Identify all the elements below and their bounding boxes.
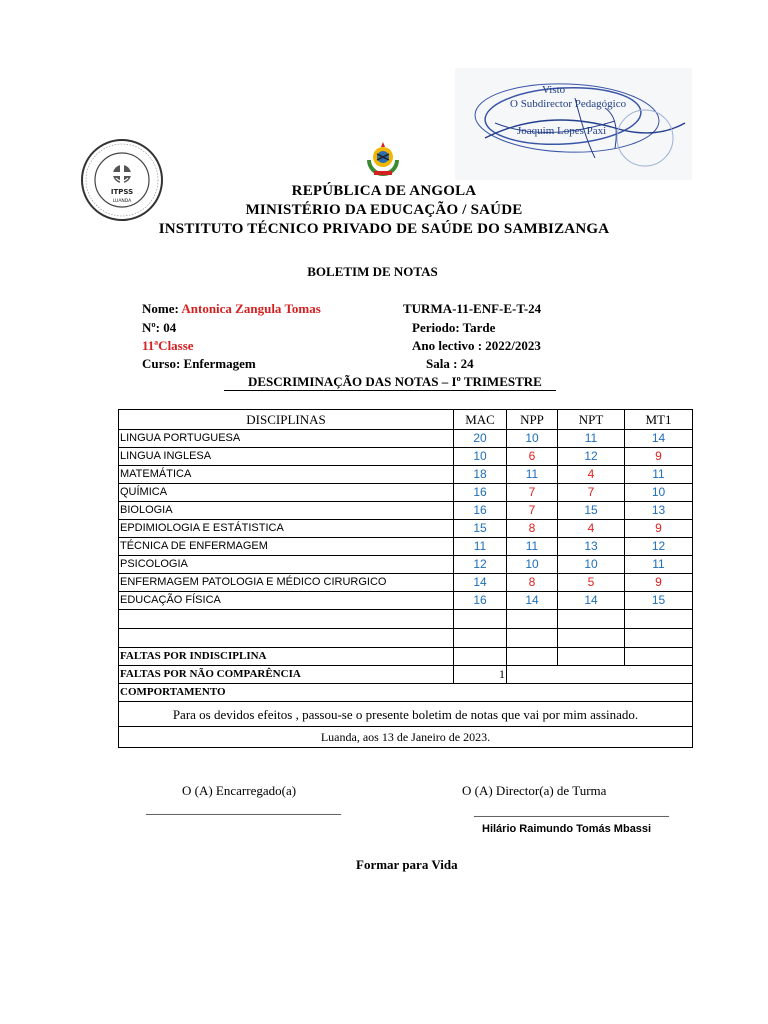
empty-cell — [507, 648, 558, 666]
subject-cell: EPDIMIOLOGIA E ESTÁTISTICA — [119, 520, 454, 538]
npt-cell: 4 — [558, 466, 625, 484]
guardian-signature-line: ______________________________ — [146, 801, 341, 816]
faltas-comparencia-row — [119, 666, 693, 684]
npp-cell: 8 — [507, 520, 558, 538]
npt-cell: 13 — [558, 538, 625, 556]
npt-cell: 12 — [558, 448, 625, 466]
table-row — [119, 502, 693, 520]
mt1-cell: 11 — [625, 556, 693, 574]
student-classe: 11ªClasse — [142, 338, 194, 353]
subject-cell: QUÍMICA — [119, 484, 454, 502]
student-name: Antonica Zangula Tomas — [181, 301, 321, 316]
npp-cell: 7 — [507, 502, 558, 520]
mt1-cell: 13 — [625, 502, 693, 520]
mt1-cell: 11 — [625, 466, 693, 484]
empty-cell — [558, 666, 625, 684]
faltas-indisciplina-label: FALTAS POR INDISCIPLINA — [119, 648, 454, 666]
npt-cell: 15 — [558, 502, 625, 520]
visto-name: Joaquim Lopes Paxi — [517, 125, 607, 137]
npp-cell: 7 — [507, 484, 558, 502]
student-sala: Sala : 24 — [426, 356, 474, 371]
name-label: Nome: — [142, 301, 179, 316]
mac-cell: 16 — [454, 484, 507, 502]
empty-cell — [119, 610, 454, 629]
npt-cell: 10 — [558, 556, 625, 574]
student-turma: TURMA-11-ENF-E-T-24 — [403, 301, 542, 316]
header-disciplinas: DISCIPLINAS — [119, 410, 454, 430]
empty-cell — [558, 610, 625, 629]
npt-cell: 4 — [558, 520, 625, 538]
mac-cell: 14 — [454, 574, 507, 592]
header-mt1: MT1 — [625, 410, 693, 430]
empty-cell — [507, 629, 558, 648]
mt1-cell: 9 — [625, 448, 693, 466]
certification-note: Para os devidos efeitos , passou-se o presente boletim de notas que vai por mim assinado. — [119, 702, 693, 727]
npp-cell: 11 — [507, 466, 558, 484]
mac-cell: 11 — [454, 538, 507, 556]
empty-cell — [558, 648, 625, 666]
student-name-row — [142, 301, 321, 317]
table-header-row — [119, 410, 693, 430]
angola-emblem-icon — [364, 140, 402, 178]
header-npp: NPP — [507, 410, 558, 430]
table-row — [119, 520, 693, 538]
npp-cell: 14 — [507, 592, 558, 610]
guardian-label: O (A) Encarregado(a) — [182, 783, 297, 798]
table-row — [119, 448, 693, 466]
empty-cell — [625, 629, 693, 648]
document-title: BOLETIM DE NOTAS — [307, 264, 438, 279]
npp-cell: 10 — [507, 430, 558, 448]
faltas-comparencia-label: FALTAS POR NÃO COMPARÊNCIA — [119, 666, 454, 684]
npt-cell: 7 — [558, 484, 625, 502]
empty-cell — [454, 610, 507, 629]
mac-cell: 10 — [454, 448, 507, 466]
student-course: Curso: Enfermagem — [142, 356, 256, 371]
grades-table — [118, 409, 693, 748]
empty-cell — [454, 648, 507, 666]
subject-cell: BIOLOGIA — [119, 502, 454, 520]
issue-date: Luanda, aos 13 de Janeiro de 2023. — [119, 727, 693, 748]
mt1-cell: 9 — [625, 574, 693, 592]
seal-city: LUANDA — [112, 199, 132, 204]
mac-cell: 16 — [454, 592, 507, 610]
note-row — [119, 702, 693, 727]
director-label: O (A) Director(a) de Turma — [462, 783, 607, 798]
faltas-indisciplina-row — [119, 648, 693, 666]
empty-cell — [625, 648, 693, 666]
npp-cell: 10 — [507, 556, 558, 574]
subject-cell: LINGUA INGLESA — [119, 448, 454, 466]
subject-cell: LINGUA PORTUGUESA — [119, 430, 454, 448]
subject-cell: MATEMÁTICA — [119, 466, 454, 484]
header-mac: MAC — [454, 410, 507, 430]
npp-cell: 6 — [507, 448, 558, 466]
npt-cell: 11 — [558, 430, 625, 448]
empty-cell — [454, 629, 507, 648]
empty-cell — [507, 666, 558, 684]
mac-cell: 12 — [454, 556, 507, 574]
subject-cell: TÉCNICA DE ENFERMAGEM — [119, 538, 454, 556]
mt1-cell: 14 — [625, 430, 693, 448]
empty-row — [119, 629, 693, 648]
empty-cell — [625, 610, 693, 629]
empty-cell — [625, 666, 693, 684]
visto-label: Visto — [542, 84, 566, 96]
mac-cell: 20 — [454, 430, 507, 448]
table-row — [119, 556, 693, 574]
table-row — [119, 592, 693, 610]
section-title: DESCRIMINAÇÃO DAS NOTAS – Iº TRIMESTRE — [224, 374, 556, 391]
visto-role: O Subdirector Pedagógico — [510, 98, 627, 110]
empty-row — [119, 610, 693, 629]
header-country: REPÚBLICA DE ANGOLA — [291, 183, 477, 199]
comportamento-label: COMPORTAMENTO — [119, 684, 693, 702]
mac-cell: 15 — [454, 520, 507, 538]
mac-cell: 18 — [454, 466, 507, 484]
student-periodo: Periodo: Tarde — [412, 320, 496, 335]
table-row — [119, 466, 693, 484]
npt-cell: 14 — [558, 592, 625, 610]
student-number: Nº: 04 — [142, 320, 177, 335]
subject-cell: ENFERMAGEM PATOLOGIA E MÉDICO CIRURGICO — [119, 574, 454, 592]
director-signature-line: ______________________________ — [474, 803, 669, 818]
subject-cell: EDUCAÇÃO FÍSICA — [119, 592, 454, 610]
mt1-cell: 15 — [625, 592, 693, 610]
mt1-cell: 9 — [625, 520, 693, 538]
mac-cell: 16 — [454, 502, 507, 520]
npp-cell: 8 — [507, 574, 558, 592]
mt1-cell: 12 — [625, 538, 693, 556]
npt-cell: 5 — [558, 574, 625, 592]
visto-stamp — [455, 68, 692, 180]
table-row — [119, 430, 693, 448]
npp-cell: 11 — [507, 538, 558, 556]
empty-cell — [558, 629, 625, 648]
seal-acronym: ITPSS — [110, 188, 134, 196]
header-institute: INSTITUTO TÉCNICO PRIVADO DE SAÚDE DO SAMBIZANGA — [158, 221, 610, 237]
mt1-cell: 10 — [625, 484, 693, 502]
empty-cell — [119, 629, 454, 648]
table-row — [119, 574, 693, 592]
empty-cell — [507, 610, 558, 629]
header-npt: NPT — [558, 410, 625, 430]
date-row — [119, 727, 693, 748]
header-ministry: MINISTÉRIO DA EDUCAÇÃO / SAÚDE — [245, 202, 523, 218]
table-row — [119, 538, 693, 556]
student-ano-lectivo: Ano lectivo : 2022/2023 — [412, 338, 541, 353]
subject-cell: PSICOLOGIA — [119, 556, 454, 574]
faltas-comparencia-value: 1 — [454, 666, 507, 684]
director-name: Hilário Raimundo Tomás Mbassi — [482, 823, 652, 835]
comportamento-row — [119, 684, 693, 702]
table-row — [119, 484, 693, 502]
motto: Formar para Vida — [356, 857, 458, 872]
